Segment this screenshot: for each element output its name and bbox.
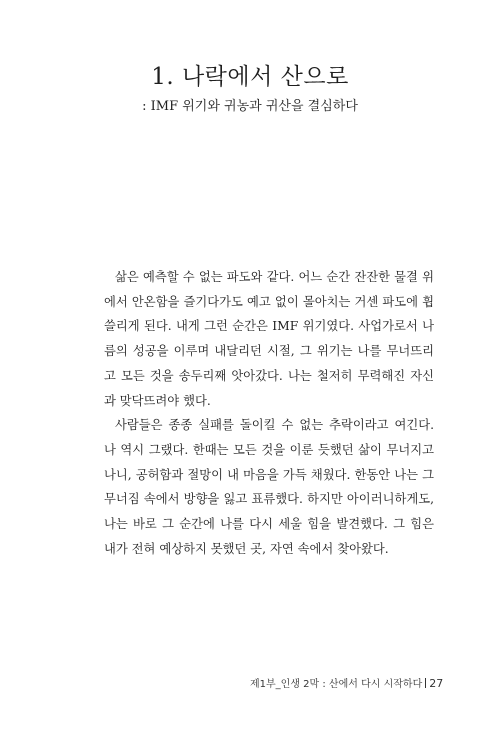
running-title: 제1부_인생 2막 : 산에서 다시 시작하다 (250, 679, 423, 690)
page-footer (250, 675, 444, 690)
paragraph: 삶은 예측할 수 없는 파도와 같다. 어느 순간 잔잔한 물결 위에서 안온함을 즐기다가도 예고 없이 몰아치는 거센 파도에 휩쓸리게 된다. 내게 그런 순간은 IMF 위기였다. 사업가로서 나름의 성공을 이루며 내달리던 시절, 그 위기는 나를 무너뜨리고 모든 것을 송두리째 앗아갔다. 나는 철저히 무력해진 자신과 맞닥뜨려야 했다. (104, 270, 434, 408)
chapter-subtitle: : IMF 위기와 귀농과 귀산을 결심하다 (142, 99, 358, 114)
paragraph: 사람들은 종종 실패를 돌이킬 수 없는 추락이라고 여긴다. 나 역시 그랬다. 한때는 모든 것을 이룬 듯했던 삶이 무너지고 나니, 공허함과 절망이 내 마음을 가득 채웠다. 한동안 나는 그 무너짐 속에서 방향을 잃고 표류했다. 하지만 아이러니하게도, 나는 바로 그 순간에 나를 다시 세울 힘을 발견했다. 그 힘은 내가 전혀 예상하지 못했던 곳, 자연 속에서 찾아왔다. (104, 418, 434, 556)
page-number: 27 (429, 677, 444, 690)
chapter-title: 1. 나락에서 산으로 (151, 64, 349, 90)
body-text (104, 265, 434, 561)
footer-divider (425, 678, 426, 688)
